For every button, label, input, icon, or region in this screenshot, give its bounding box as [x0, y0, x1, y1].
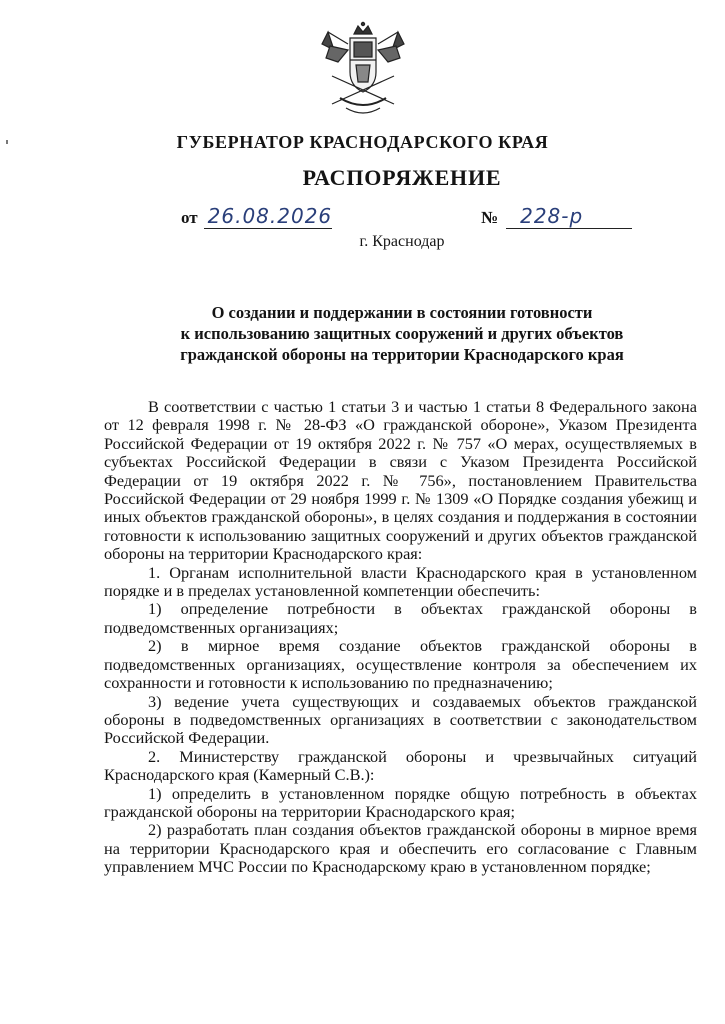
paragraph: В соответствии с частью 1 статьи 3 и частью 1 статьи 8 Федерального закона от 12 февраля 1998 г. № 28-ФЗ «О гражданской обороне», Указом Президента Российской Федерации от 19 октября 2022 г. № 757 «О мерах, осуществляемых в субъектах Российской Федерации в связи с Указом Президента Российской Федерации от 19 октября 2022 г. № 756», постановлением Правительства Российской Федерации от 29 ноября 1999 г. № 1309 «О Порядке создания убежищ и иных объектов гражданской обороны», в целях создания и поддержания в состоянии готовности к использованию защитных сооружений и других объектов гражданской обороны на территории Краснодарского края: [104, 397, 697, 564]
paragraph: 3) ведение учета существующих и создаваемых объектов гражданской обороны в подведомственных организациях в соответствии с законодательством Российской Федерации. [104, 691, 697, 748]
paragraph: 1) определение потребности в объектах гражданской обороны в подведомственных организациях; [104, 599, 697, 637]
title-line: О создании и поддержании в состоянии готовности [211, 303, 593, 322]
coat-of-arms-icon [318, 20, 408, 120]
handwritten-number: 228-р [506, 204, 632, 229]
document-body [104, 398, 697, 877]
title-line: к использованию защитных сооружений и других объектов [180, 324, 624, 343]
number-field [481, 204, 632, 229]
paragraph: 2) разработать план создания объектов гражданской обороны в мирное время на территории Краснодарского края и обеспечить его согласование с Главным управлением МЧС России по Краснодарскому краю в установленном порядке; [104, 820, 697, 877]
paragraph: 1) определить в установленном порядке общую потребность в объектах гражданской обороны на территории Краснодарского края; [104, 783, 697, 821]
organization-name: ГУБЕРНАТОР КРАСНОДАРСКОГО КРАЯ [176, 132, 549, 152]
document-title [100, 302, 704, 365]
handwritten-date: 26.08.2026 [204, 204, 333, 229]
city: г. Краснодар [359, 233, 445, 250]
paragraph: 1. Органам исполнительной власти Краснодарского края в установленном порядке и в пределах установленной компетенции обеспечить: [104, 562, 697, 601]
paragraph: 2. Министерству гражданской обороны и чрезвычайных ситуаций Краснодарского края (Камерный С.В.): [104, 746, 697, 785]
date-field [181, 204, 332, 229]
document-type: РАСПОРЯЖЕНИЕ [302, 165, 502, 190]
title-line: гражданской обороны на территории Краснодарского края [180, 345, 624, 364]
date-prefix: от [181, 208, 198, 227]
paragraph: 2) в мирное время создание объектов гражданской обороны в подведомственных организациях, осуществление контроля за обеспечением их сохранности и готовности к использованию по предназначению; [104, 636, 697, 693]
number-prefix: № [481, 208, 499, 227]
